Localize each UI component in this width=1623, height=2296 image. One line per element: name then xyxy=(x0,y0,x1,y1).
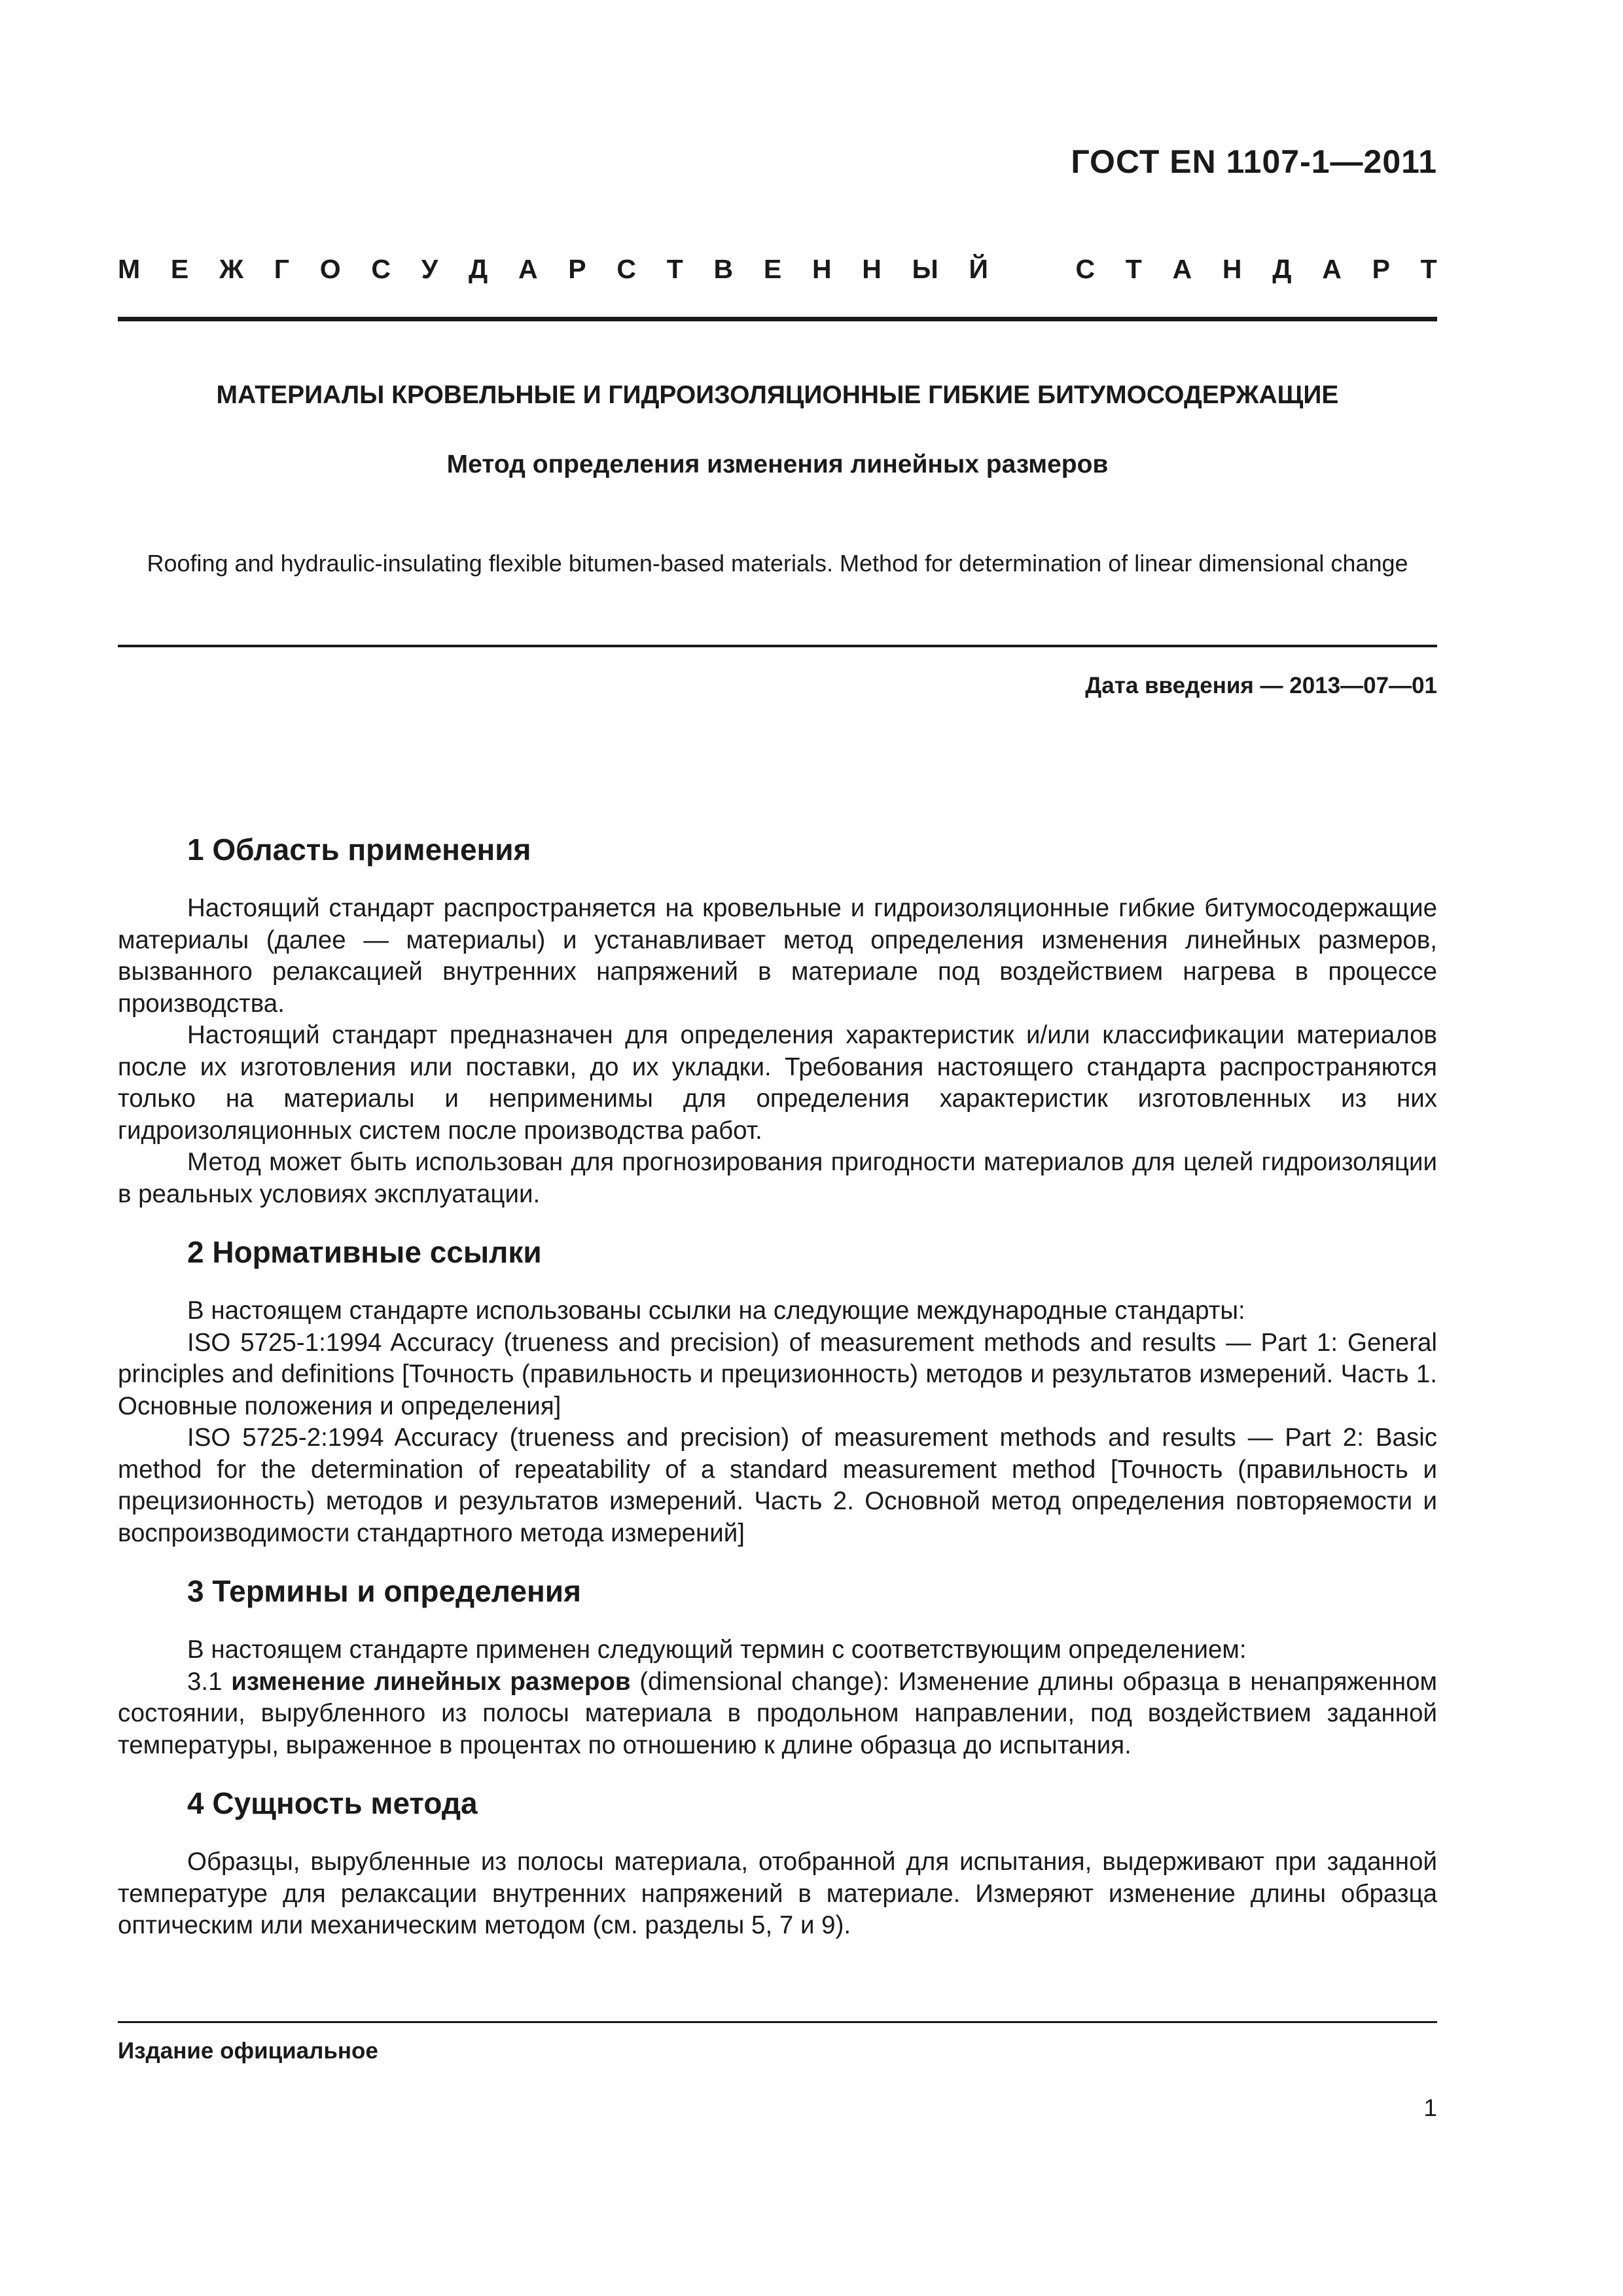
header-rule xyxy=(118,317,1437,321)
document-subtitle: Метод определения изменения линейных размеров xyxy=(446,450,1109,478)
document-title: МАТЕРИАЛЫ КРОВЕЛЬНЫЕ И ГИДРОИЗОЛЯЦИОННЫЕ ГИБКИЕ БИТУМОСОДЕРЖАЩИЕ xyxy=(216,381,1339,409)
paragraph: В настоящем стандарте применен следующий термин с соответствующим определением: xyxy=(187,1636,1247,1664)
standard-designation: ГОСТ EN 1107-1—2011 xyxy=(1071,143,1437,180)
footer-rule xyxy=(118,2021,1437,2023)
document-body xyxy=(118,830,1437,1942)
term-definition xyxy=(118,1666,1437,1762)
section-scope xyxy=(118,830,1437,1210)
reference-item: ISO 5725-1:1994 Accuracy (trueness and precision) of measurement methods and results — Part 1: General principles and definitions [Точность (правильность и прецизионность) методов и результатов измерений. Часть 1. Основные положения и определения] xyxy=(118,1328,1437,1420)
section-heading: 3 Термины и определения xyxy=(187,1574,581,1608)
term-name: изменение линейных размеров xyxy=(231,1667,631,1696)
document-english-title: Roofing and hydraulic-insulating flexible bitumen-based materials. Method for determination of linear dimensional change xyxy=(147,550,1408,577)
reference-item: ISO 5725-2:1994 Accuracy (trueness and precision) of measurement methods and results — Part 2: Basic method for the determination of repeatability of a standard measurement method [Точность (правильность и прецизионность) методов и результатов измерений. Часть 2. Основной метод определения повторяемости и воспроизводимости стандартного метода измерений] xyxy=(118,1424,1437,1547)
term-definition-text: (dimensional change): Изменение длины образца в ненапряженном состоянии, вырубленного из полосы материала в продольном направлении, под воздействием заданной температуры, выраженное в процентах по отношению к длине образца до испытания. xyxy=(118,1667,1438,1759)
introduction-date: Дата введения — 2013—07—01 xyxy=(1085,673,1437,698)
paragraph: В настоящем стандарте использованы ссылки на следующие международные стандарты: xyxy=(187,1297,1245,1325)
section-method-essence xyxy=(118,1784,1437,1942)
official-edition-label: Издание официальное xyxy=(118,2038,378,2064)
paragraph: Настоящий стандарт предназначен для определения характеристик и/или классификации материалов после их изготовления или поставки, до их укладки. Требования настоящего стандарта распространяются только на материалы и неприменимы для определения характеристик изготовленных из них гидроизоляционных систем после производства работ. xyxy=(118,1021,1437,1145)
paragraph: Настоящий стандарт распространяется на кровельные и гидроизоляционные гибкие битумосодержащие материалы (далее — материалы) и устанавливает метод определения изменения линейных размеров, вызванного релаксацией внутренних напряжений в материале под воздействием нагрева в процессе производства. xyxy=(118,894,1437,1018)
section-heading: 2 Нормативные ссылки xyxy=(187,1235,542,1269)
section-terms xyxy=(118,1571,1437,1761)
title-rule xyxy=(118,645,1437,647)
interstate-standard-banner: М Е Ж Г О С У Д А Р С Т В Е Н Н Ы Й С Т А Н Д А Р Т xyxy=(118,254,1437,284)
paragraph: Образцы, вырубленные из полосы материала, отобранной для испытания, выдерживают при заданной температуре для релаксации внутренних напряжений в материале. Измеряют изменение длины образца оптическим или механическим методом (см. разделы 5, 7 и 9). xyxy=(118,1848,1437,1939)
section-heading: 1 Область применения xyxy=(187,833,531,867)
section-normative-references xyxy=(118,1232,1437,1549)
paragraph: Метод может быть использован для прогнозирования пригодности материалов для целей гидроизоляции в реальных условиях эксплуатации. xyxy=(118,1148,1437,1208)
section-heading: 4 Сущность метода xyxy=(187,1786,478,1820)
term-number: 3.1 xyxy=(187,1667,232,1696)
page-number: 1 xyxy=(1423,2094,1437,2121)
